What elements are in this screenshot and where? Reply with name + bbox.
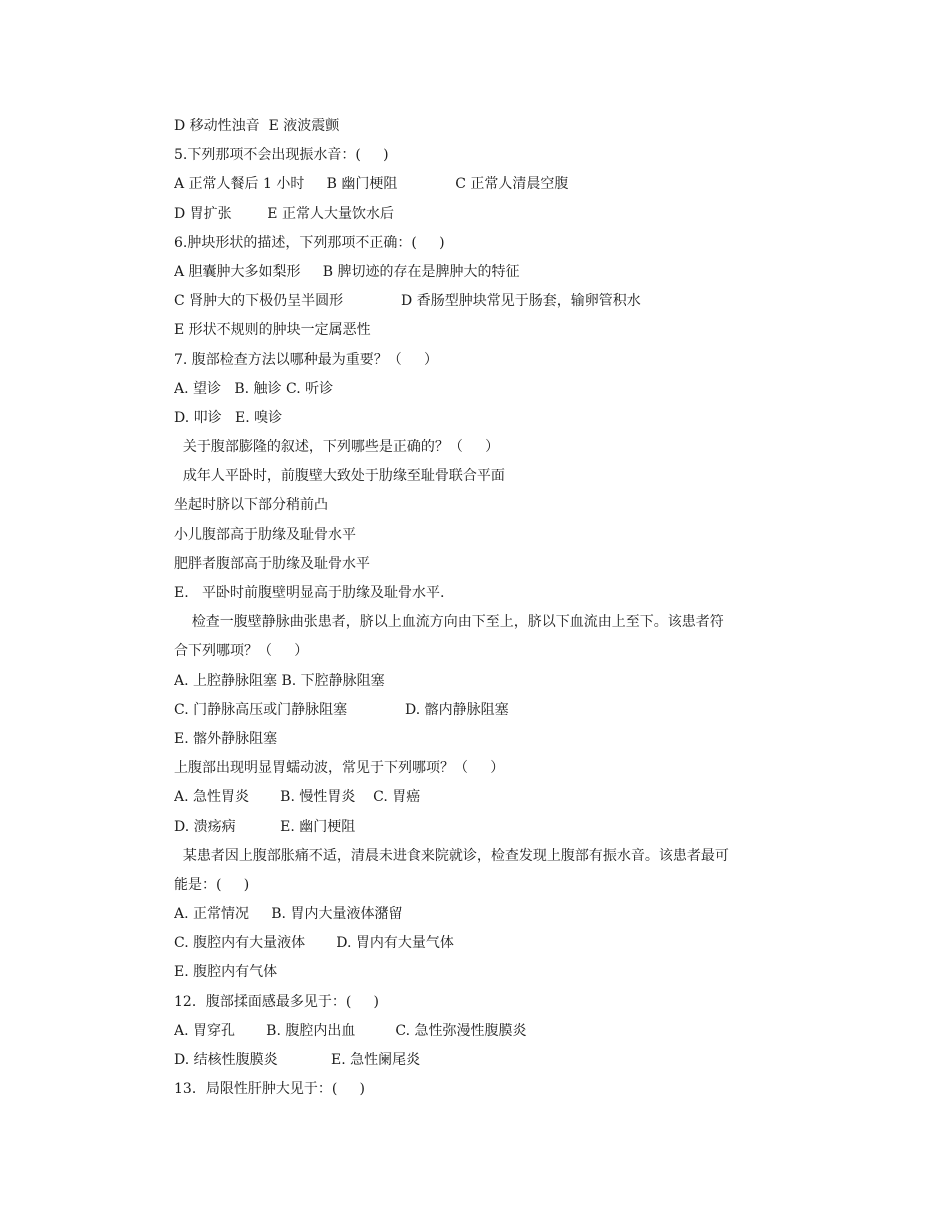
text-line: 坐起时脐以下部分稍前凸 — [174, 497, 328, 514]
text-line: 小儿腹部高于肋缘及耻骨水平 — [174, 526, 356, 543]
text-line: D. 叩诊 E. 嗅诊 — [174, 409, 283, 426]
text-line: E. 平卧时前腹壁明显高于肋缘及耻骨水平. — [174, 585, 445, 601]
text-line: D. 结核性腹膜炎 E. 急性阑尾炎 — [174, 1052, 421, 1068]
text-line: 成年人平卧时，前腹壁大致处于肋缘至耻骨联合平面 — [174, 468, 505, 485]
text-line: C. 腹腔内有大量液体 D. 胃内有大量气体 — [174, 935, 454, 952]
text-line: A. 急性胃炎 B. 慢性胃炎 C. 胃癌 — [174, 789, 421, 806]
text-line: D 胃扩张 E 正常人大量饮水后 — [174, 205, 394, 222]
text-line: C 肾肿大的下极仍呈半圆形 D 香肠型肿块常见于肠套，输卵管积水 — [174, 293, 641, 310]
text-line: A 胆囊肿大多如梨形 B 脾切迹的存在是脾肿大的特征 — [174, 263, 520, 280]
text-line: 13．局限性肝肿大见于：( ) — [174, 1081, 365, 1098]
text-line: A. 望诊 B. 触诊 C. 听诊 — [174, 380, 334, 397]
text-line: 能是：( ) — [174, 876, 250, 893]
text-line: 某患者因上腹部胀痛不适，清晨未进食来院就诊，检查发现上腹部有振水音。该患者最可 — [174, 847, 729, 864]
text-line: E 形状不规则的肿块一定属恶性 — [174, 322, 371, 339]
text-line: 肥胖者腹部高于肋缘及耻骨水平 — [174, 555, 370, 572]
text-line: 5.下列那项不会出现振水音：( ) — [174, 147, 389, 164]
text-line: A. 上腔静脉阻塞 B. 下腔静脉阻塞 — [174, 672, 385, 689]
text-line: E. 髂外静脉阻塞 — [174, 730, 278, 747]
text-line: E. 腹腔内有气体 — [174, 964, 278, 981]
text-line: 7. 腹部检查方法以哪种最为重要？（ ） — [174, 351, 439, 368]
text-line: 6.肿块形状的描述，下列那项不正确：( ) — [174, 234, 445, 251]
text-line: 12．腹部揉面感最多见于：( ) — [174, 993, 379, 1010]
text-line: 上腹部出现明显胃蠕动波，常见于下列哪项？（ ） — [174, 760, 505, 777]
text-line: A. 正常情况 B. 胃内大量液体潴留 — [174, 906, 403, 923]
text-line: C. 门静脉高压或门静脉阻塞 D. 髂内静脉阻塞 — [174, 701, 509, 718]
text-line: 检查一腹壁静脉曲张患者，脐以上血流方向由下至上，脐以下血流由上至下。该患者符 — [174, 614, 724, 631]
text-line: A 正常人餐后 1 小时 B 幽门梗阻 C 正常人清晨空腹 — [174, 176, 569, 193]
text-line: D 移动性浊音 E 液波震颤 — [174, 118, 340, 134]
text-line: A. 胃穿孔 B. 腹腔内出血 C. 急性弥漫性腹膜炎 — [174, 1022, 527, 1039]
text-line: D. 溃疡病 E. 幽门梗阻 — [174, 818, 356, 835]
text-line: 关于腹部膨隆的叙述，下列哪些是正确的？（ ） — [174, 439, 500, 456]
text-line: 合下列哪项？（ ） — [174, 643, 309, 660]
document-body — [174, 112, 789, 1104]
